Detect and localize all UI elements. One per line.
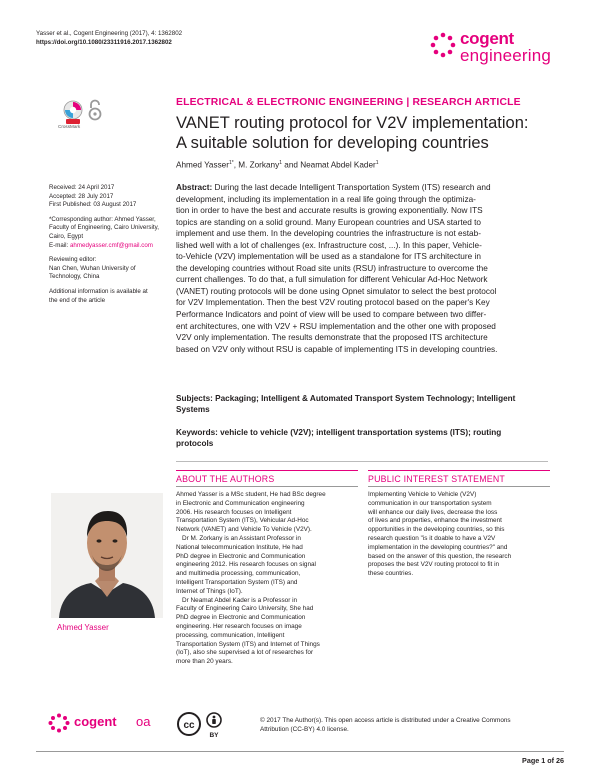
public-interest-text [368,491,550,579]
author-portrait-icon [51,493,163,618]
about-line: 2006. His research focuses on Intelligent [176,508,292,516]
svg-text:cc: cc [183,720,195,731]
abstract-line: the developing countries without Road site units (RSU) infrastructure to overcome the [176,263,488,273]
open-access-lock-icon [88,99,102,121]
author-affiliation: 1 [375,160,379,166]
about-line: Network (VANET) and Vehicle To Vehicle (V2V). [176,526,312,534]
abstract-line: current challenges. To do that, a full simulation for different Vehicular Ad-Hoc Network [176,275,488,285]
about-line: and multimedia processing, communication, [176,570,301,578]
public-line: will enhance our daily lives, decrease the loss [368,508,498,516]
cc-by-icon[interactable] [176,711,228,745]
email-line [49,242,165,251]
about-top-rule [176,470,358,471]
about-authors-text [176,491,358,667]
abstract [176,182,548,355]
author-separator: and [281,160,301,170]
public-line: research question "is it doable to have a V2V [368,534,496,542]
about-line: processing, communication, Intelligent [176,631,285,639]
photo-caption: Ahmed Yasser [57,623,109,632]
cogent-oa-logo[interactable] [48,712,178,734]
editor-line: Nan Chen, Wuhan University of [49,264,136,272]
about-line: Faculty of Engineering Cairo University, She had [176,605,314,613]
title-line: A suitable solution for developing countries [176,134,489,152]
license-line: Attribution (CC-BY) 4.0 license. [260,726,349,733]
public-line: proposes the best V2V routing protocol to fit in [368,561,500,569]
article-info-sidebar [49,184,165,311]
keywords-line: Keywords: vehicle to vehicle (V2V); intelligent transportation systems (ITS); routing [176,428,502,437]
about-line: Dr Neamat Abdel Kader is a Professor in [182,596,298,604]
abstract-line: Performance Indicators and point of view will be used to compare between two differ- [176,310,487,320]
author-photo [51,493,163,618]
about-line: Ahmed Yasser is a MSc student, He had BSc degree [176,491,326,498]
email-label: E-mail: [49,241,70,249]
subjects [176,394,536,416]
author-separator: , [233,160,239,170]
public-top-rule [368,470,550,471]
public-line: these countries. [368,570,414,578]
abstract-line: development, including its implementation in a real life going through the optimiza- [176,194,476,204]
email-link[interactable]: ahmedyasser.cmf@gmail.com [69,241,153,249]
public-line: based on the answer of this question, the research [368,552,512,560]
about-line: Internet of Things (IoT). [176,587,243,595]
about-line: (IoT), also she supervised a lot of researches for [176,649,314,657]
license-line: © 2017 The Author(s). This open access article is distributed under a Creative Commons [260,717,511,724]
dates-block [49,184,165,210]
brand-word-engineering: engineering [460,46,552,65]
accepted-date: Accepted: 28 July 2017 [49,192,114,200]
reviewing-editor [49,256,165,282]
abstract-line: tion in order to have the best and accurate results is growing exponentially. Now ITS [176,206,483,216]
public-interest-heading: PUBLIC INTEREST STATEMENT [368,474,505,484]
about-line: Intelligent Transportation System (ITS) and [176,578,298,586]
journal-brand [430,28,580,68]
brand-word-cogent: cogent [460,29,514,48]
page-number: Page 1 of 26 [522,756,564,765]
public-line: communication in our transportation system [368,499,492,507]
crossmark-icon[interactable] [62,100,84,126]
article-title [176,113,576,153]
author-affiliation: 1* [228,160,234,166]
doi-link[interactable]: https://doi.org/10.1080/23311916.2017.1362802 [36,38,172,46]
abstract-line: implement and use them. In the developing countries the infrastructure is not estab- [176,229,481,239]
author-name[interactable]: Neamat Abdel Kader [300,160,376,170]
citation-line: Yasser et al., Cogent Engineering (2017), 4: 1362802 [36,30,183,37]
public-line: Implementing Vehicle to Vehicle (V2V) [368,491,477,498]
about-line: more than 20 years. [176,658,233,666]
abstract-label: Abstract: [176,183,213,192]
corresponding-line: *Corresponding author: Ahmed Yasser, [49,215,156,223]
keywords-line: protocols [176,438,214,448]
editor-line: Technology, China [49,273,100,281]
citation-block [36,30,396,47]
author-list [176,160,379,170]
cogent-dots-icon [48,713,70,733]
published-date: First Published: 03 August 2017 [49,201,137,209]
received-date: Received: 24 April 2017 [49,184,115,191]
cogent-dots-icon [430,32,456,58]
abstract-line: ent architectures, one with V2V + RSU implementation and the other one with proposed [176,321,496,331]
about-line: in Electronic and Communication engineering [176,499,305,507]
additional-info [49,288,165,305]
abstract-line: lished well with a lot of challenges (ex. Infrastructure cost, ...). In this paper, Vehicle- [176,240,482,250]
about-line: PhD degree in Electronic and Communication [176,552,306,560]
additional-line: the end of the article [49,296,106,304]
footer-logo-word: oa [136,714,151,729]
abstract-line [176,182,548,194]
public-line: of lives and properties, enhance the investment [368,517,502,525]
abstract-text: During the last decade Intelligent Transportation System (ITS) research and [212,183,491,192]
keywords [176,428,536,450]
author-name[interactable]: Ahmed Yasser [176,160,229,170]
cc-label: BY [209,732,219,739]
about-line: PhD degree in Electronic and Communication [176,614,306,622]
subjects-line: Subjects: Packaging; Intelligent & Automated Transport System Technology; Intelligent [176,394,516,403]
about-line: engineering. Her research focuses on image [176,622,302,630]
about-line: engineering 2012. His research focuses on signal [176,561,316,569]
footer-rule [36,751,564,752]
crossmark-label: CrossMark [58,124,81,129]
about-rule [176,486,358,487]
author-affiliation: 1 [279,160,282,166]
about-authors-heading: ABOUT THE AUTHORS [176,474,275,484]
corresponding-line: Faculty of Engineering, Cairo University, [49,224,159,232]
title-line: VANET routing protocol for V2V implementation: [176,114,529,132]
section-divider [176,461,548,462]
abstract-line: (VANET) routing protocols will be done using Opnet simulator to select the best protocol [176,286,497,296]
additional-line: Additional information is available at [49,287,148,295]
abstract-line: based on V2V only without RSU is capable of implementing ITS in developing countries. [176,344,498,354]
public-line: opportunities in the developing countries, so this [368,526,505,534]
editor-line: Reviewing editor: [49,256,97,264]
abstract-line: topics are standing on a solid ground. Many European countries and USA started to [176,217,481,227]
abstract-line: V2V only implementation. The results demonstrate that the proposed ITS architecture [176,333,488,343]
license-text [260,716,550,734]
corresponding-author [49,216,165,250]
abstract-line: for V2V Implementation. Then the best V2V routing protocol based on the paper's Key [176,298,490,308]
corresponding-line: Cairo, Egypt [49,232,84,240]
public-rule [368,486,550,487]
about-line: National telecommunication Institute, He had [176,543,303,551]
abstract-line: to-Vehicle (V2V) implementation will be used as a standalone for ITS architecture in [176,252,481,262]
footer-logo-word: cogent [74,714,117,729]
about-line: Transportation System (ITS), Vehicular Ad-Hoc [176,517,309,525]
public-line: implementation in the developing countries?" and [368,543,508,551]
author-name[interactable]: M. Zorkany [238,160,280,170]
subjects-line: Systems [176,404,210,414]
article-category: ELECTRICAL & ELECTRONIC ENGINEERING | RESEARCH ARTICLE [176,97,521,108]
about-line: Dr M. Zorkany is an Assistant Professor in [182,534,301,542]
about-line: Transportation System (ITS) and Internet of Things [176,640,320,648]
